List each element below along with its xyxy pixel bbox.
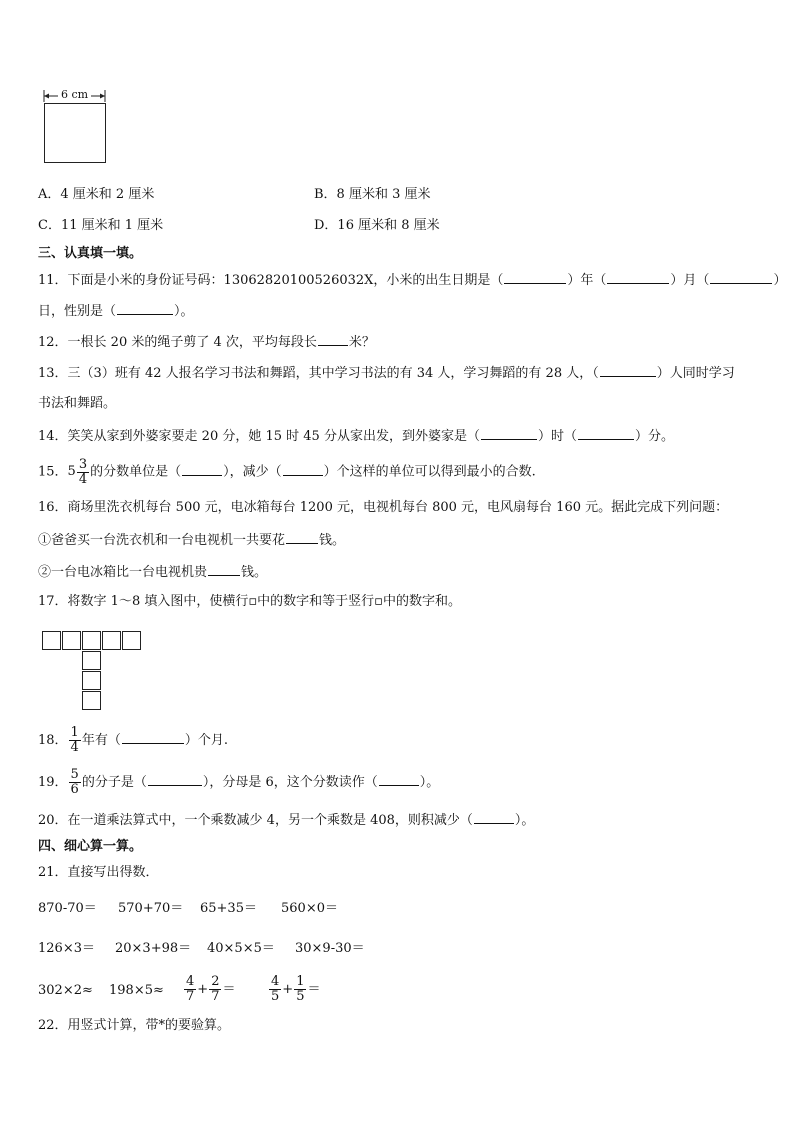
- question-20: [38, 811, 534, 830]
- section-4-title: 四、细心算一算。: [38, 839, 143, 854]
- question-16-sub2: [38, 563, 267, 582]
- number-grid: [42, 631, 144, 711]
- q18-text2: ）个月.: [184, 733, 228, 748]
- q18-number: 18．: [38, 733, 68, 748]
- grid-cell[interactable]: [82, 691, 101, 710]
- calc-item: 198×5≈: [109, 983, 164, 998]
- question-16-stem: 16．商场里洗衣机每台 500 元，电冰箱每台 1200 元，电视机每台 800 元，电风扇每台 160 元。据此完成下列问题：: [38, 500, 729, 515]
- answer-blank[interactable]: [318, 333, 348, 346]
- q19-number: 19．: [38, 775, 68, 790]
- q16-sub2-text: ②一台电冰箱比一台电视机贵: [38, 565, 208, 580]
- q18-text1: 年有（: [81, 733, 121, 748]
- q15-number: 15．: [38, 464, 68, 480]
- question-13-line1: [38, 364, 735, 383]
- q14-text: 14．笑笑从家到外婆家要走 20 分，她 15 时 45 分从家出发，到外婆家是（: [38, 429, 480, 444]
- fraction-denominator: 5: [296, 989, 305, 1004]
- answer-blank[interactable]: [474, 811, 514, 824]
- fraction: [269, 975, 281, 1004]
- question-15: [38, 455, 536, 490]
- answer-blank[interactable]: [117, 302, 173, 315]
- fraction-expression: [268, 970, 320, 1010]
- question-13-line2: 书法和舞蹈。: [38, 396, 117, 411]
- answer-blank[interactable]: [182, 463, 222, 476]
- q20-end: ）。: [514, 813, 535, 828]
- question-22: 22．用竖式计算，带*的要验算。: [38, 1018, 231, 1033]
- question-12: [38, 333, 375, 352]
- calc-item: 560×0＝: [281, 901, 338, 916]
- question-19: [38, 764, 439, 802]
- q11-year-text: ）年（: [567, 273, 607, 288]
- q12-end: 米？: [348, 335, 375, 350]
- question-11-line2: [38, 302, 194, 321]
- q15-text2: ），减少（: [223, 464, 282, 480]
- q11-line2-end: ）。: [174, 304, 194, 319]
- fraction-numerator: 1: [70, 725, 79, 740]
- q14-mid: ）时（: [537, 429, 577, 444]
- q12-text: 12．一根长 20 米的绳子剪了 4 次，平均每段长: [38, 335, 317, 350]
- grid-cell[interactable]: [102, 631, 121, 650]
- q19-text1: 的分子是（: [81, 775, 147, 790]
- q19-text2: ），分母是 6，这个分数读作（: [202, 775, 378, 790]
- fraction-denominator: 4: [78, 471, 88, 487]
- q19-text3: ）。: [419, 775, 440, 790]
- answer-blank[interactable]: [122, 731, 184, 744]
- answer-blank[interactable]: [208, 563, 240, 576]
- question-16-sub1: [38, 531, 345, 550]
- fraction: [69, 726, 81, 755]
- q15-text1: 的分数单位是（: [90, 464, 182, 480]
- grid-cell[interactable]: [82, 631, 101, 650]
- equals-sign: ＝: [222, 982, 236, 997]
- plus-sign: +: [197, 982, 209, 997]
- grid-cell[interactable]: [82, 671, 101, 690]
- fraction-denominator: 7: [211, 989, 220, 1004]
- fraction-numerator: 3: [78, 456, 88, 472]
- q11-text: 11．下面是小米的身份证号码：13062820100526032X，小米的出生日期是（: [38, 273, 504, 288]
- calc-item: 302×2≈: [38, 983, 93, 998]
- fraction-numerator: 1: [296, 974, 305, 989]
- q16-sub1-end: 钱。: [319, 533, 346, 548]
- calc-item: 870-70＝: [38, 901, 97, 916]
- grid-cell[interactable]: [122, 631, 141, 650]
- q13-text: 13．三（3）班有 42 人报名学习书法和舞蹈，其中学习书法的有 34 人，学习舞蹈的有 28 人，（: [38, 366, 599, 381]
- question-17: 17．将数字 1～8 填入图中，使横行▫中的数字和等于竖行▫中的数字和。: [38, 594, 461, 609]
- fraction-numerator: 2: [211, 974, 220, 989]
- q16-sub1-text: ①爸爸买一台洗衣机和一台电视机一共要花: [38, 533, 286, 548]
- fraction-denominator: 7: [186, 989, 195, 1004]
- question-11-line1: 11．下面是小米的身份证号码：13062820100526032X，小米的出生日期是（ ）年（ ）月（ ）: [38, 273, 787, 288]
- answer-blank[interactable]: [283, 463, 323, 476]
- option-b: B．8 厘米和 3 厘米: [314, 187, 431, 202]
- question-14: [38, 427, 674, 446]
- q11-month-text: ）月（: [670, 273, 710, 288]
- q13-text-end: ）人同时学习: [656, 366, 735, 381]
- answer-blank[interactable]: [148, 773, 202, 786]
- calc-item: 30×9-30＝: [295, 941, 365, 956]
- q15-text3: ）个这样的单位可以得到最小的合数.: [323, 464, 536, 480]
- answer-blank[interactable]: [379, 773, 419, 786]
- square-figure: [40, 88, 110, 166]
- calc-item: 570+70＝: [118, 901, 184, 916]
- plus-sign: +: [282, 982, 294, 997]
- q20-text: 20．在一道乘法算式中，一个乘数减少 4，另一个乘数是 408，则积减少（: [38, 813, 473, 828]
- fraction: [69, 768, 81, 797]
- answer-blank[interactable]: [600, 364, 656, 377]
- option-d: D．16 厘米和 8 厘米: [314, 218, 440, 233]
- q14-end: ）分。: [634, 429, 674, 444]
- q16-sub2-end: 钱。: [241, 565, 268, 580]
- fraction-expression: [183, 970, 235, 1010]
- answer-blank[interactable]: [710, 271, 772, 284]
- equals-sign: ＝: [307, 982, 321, 997]
- fraction-numerator: 5: [70, 767, 79, 782]
- calc-item: 20×3+98＝: [115, 941, 192, 956]
- fraction: [294, 975, 306, 1004]
- fraction: [209, 975, 221, 1004]
- calc-item: 65+35＝: [200, 901, 257, 916]
- answer-blank[interactable]: [607, 271, 669, 284]
- calc-item: 40×5×5＝: [207, 941, 275, 956]
- answer-blank[interactable]: [286, 531, 318, 544]
- fraction: [184, 975, 196, 1004]
- fraction-numerator: 4: [186, 974, 195, 989]
- fraction-numerator: 4: [271, 974, 280, 989]
- answer-blank[interactable]: [504, 271, 566, 284]
- fraction-denominator: 6: [70, 782, 79, 797]
- answer-blank[interactable]: [578, 427, 634, 440]
- question-18: [38, 722, 228, 760]
- fraction-denominator: 4: [70, 740, 79, 755]
- fraction-denominator: 5: [271, 989, 280, 1004]
- section-3-title: 三、认真填一填。: [38, 246, 143, 261]
- calc-item: 126×3＝: [38, 941, 95, 956]
- mixed-number-whole: 5: [67, 464, 76, 479]
- grid-cell[interactable]: [62, 631, 81, 650]
- question-21-title: 21．直接写出得数．: [38, 865, 159, 880]
- option-a: A．4 厘米和 2 厘米: [38, 187, 155, 202]
- grid-cell[interactable]: [42, 631, 61, 650]
- option-c: C．11 厘米和 1 厘米: [38, 218, 164, 233]
- q11-line2-text: 日，性别是（: [38, 304, 117, 319]
- dimension-label: 6 cm: [61, 88, 89, 101]
- fraction: [77, 458, 89, 487]
- grid-cell[interactable]: [82, 651, 101, 670]
- answer-blank[interactable]: [481, 427, 537, 440]
